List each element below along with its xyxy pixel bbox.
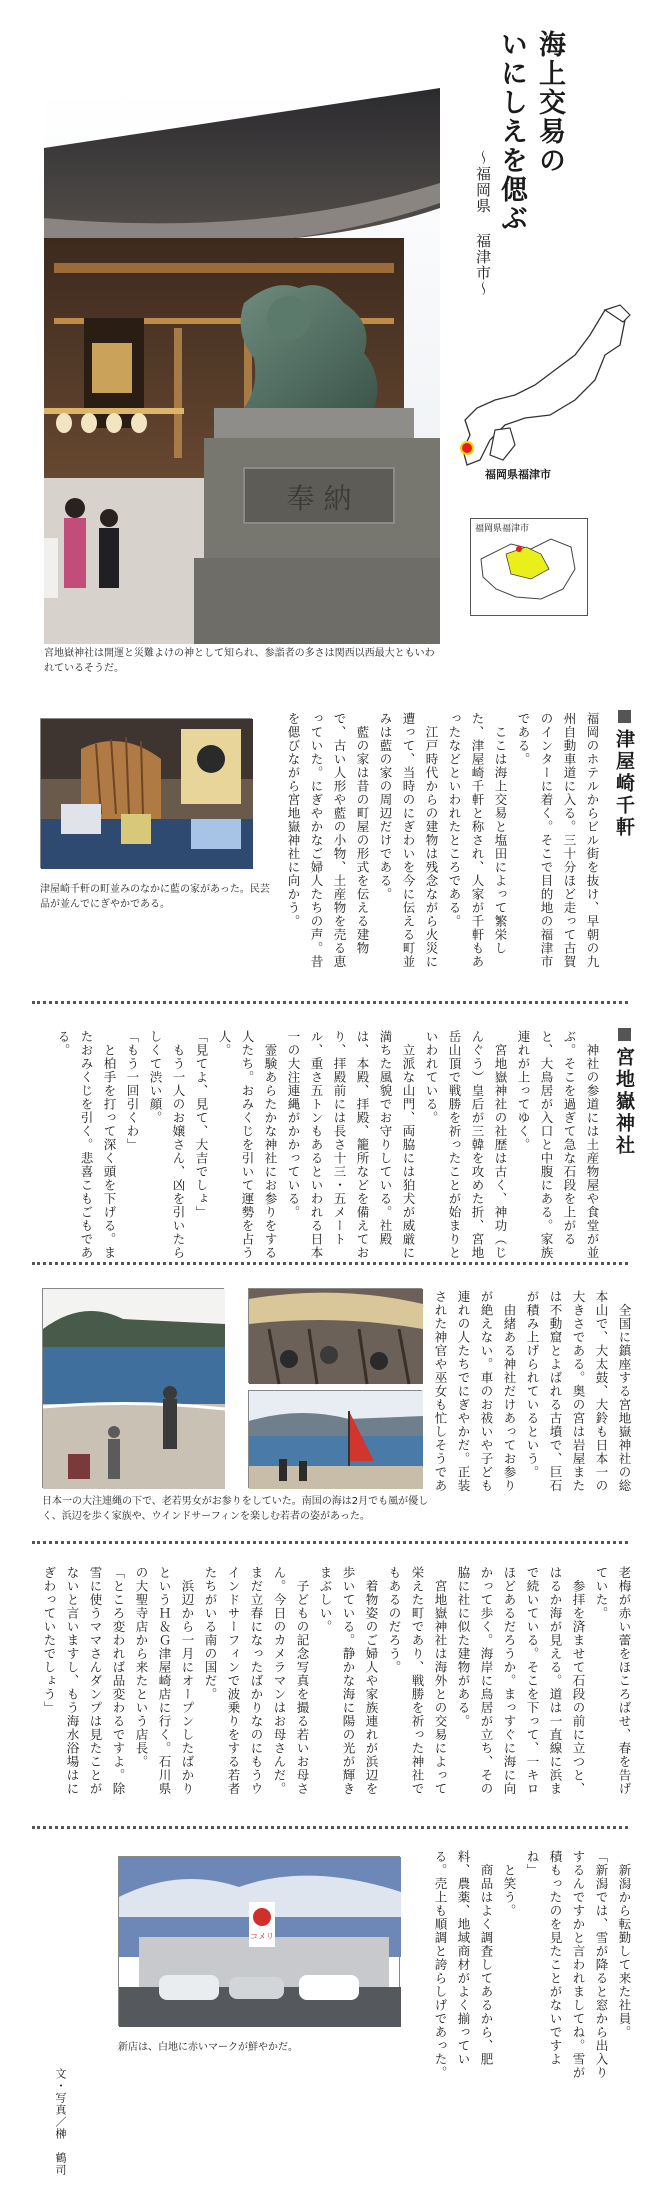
title-line-2: いにしえを偲ぶ xyxy=(496,30,527,233)
fukuoka-inset-map xyxy=(470,518,588,616)
section-text-tsuyazaki: 福岡のホテルからビル街を抜け、早朝の九州自動車道に入る。三十分ほど走って古賀のインターに着く。そこで目的地の福津市である。 ここは海上交易と塩田によって繁栄した、津屋崎千軒と称され、人家が千軒もあったなどといわれたところである。 江戸時代からの建物は残念ながら火災に遭って、当時のにぎわいを今に伝える町並みは藍の家の周辺だけである。 藍の家は昔の町屋の形式を伝える建物で、古い人形や藍の小物、土産物を売る恵っていた。にぎやかなご婦人たちの声。昔を偲びながら宮地嶽神社に向かう。 xyxy=(286,712,600,969)
section-divider xyxy=(32,1001,628,1004)
section-text-miyajidake-2: 全国に鎮座する宮地嶽神社の総本山で、大太鼓、大鈴も日本一の大きさである。奥の宮は岩屋または不動窟とよばれる古墳で、巨石が積み上げられているという。 由緒ある神社だけあってお参りが絶えない。車のお祓いや子ども連れの人たちでにぎやかだ。正装された神官や巫女も忙しそうであ xyxy=(433,1290,632,1493)
shrine-rope-photo xyxy=(248,1288,422,1383)
beach-photo-caption: 日本一の大注連縄の下で、老若男女がお参りをしていた。南国の海は2月でも風が優しく、浜辺を歩く家族や、ウインドサーフィンを楽しむ若者の姿があった。 xyxy=(42,1496,429,1522)
section-divider xyxy=(32,1262,628,1265)
japan-map-icon xyxy=(455,300,635,480)
kyushu-map xyxy=(455,300,635,480)
inset-map-label: 福岡県福津市 xyxy=(475,524,530,534)
section-text-sea: 老梅が赤い蕾をほころばせ、春を告げていた。 参拝を済ませて石段の前に立つと、はるか海が見える。道は一直線に浜まで続いている。そこを下って、一キロほどあるだろうか。まっすぐに海に向かって歩く。海岸に鳥居が立ち、その脇に社に似た建物がある。 宮地嶽神社は海外との交易によって栄えた町であり、戦勝を祈った神社でもあるのだろう。 着物姿のご婦人や家族連れが浜辺を歩いている。静かな海に陽の光が輝きまぶしい。 子どもの記念写真を撮る若いお母さん。今日のカメラマンはお母さんだ。まだ立春になったばかりなのにもうウインドサーフィンで波乗りをする若者たちがいる南の国だ。 浜辺から一月にオープンしたばかりというＨ＆Ｇ津屋崎店に行く。石川県の大聖寺店から来たという店長。 「ところ変われば品変わるですよ。除雪に使うママさんダンプは見たことがないと言いますし、もう海水浴場はにぎわっていたでしょう」 xyxy=(42,1566,632,1796)
shrine-illustration xyxy=(44,88,440,644)
section-heading-miyajidake: 宮地嶽神社 xyxy=(612,1028,636,1178)
tsuyazaki-photo xyxy=(40,718,252,868)
svg-text:奉 納: 奉 納 xyxy=(286,482,352,515)
section-divider xyxy=(32,1826,628,1829)
store-photo-caption: 新店は、白地に赤いマークが鮮やかだ。 xyxy=(118,2042,298,2053)
map-label: 福岡県福津市 xyxy=(485,468,551,481)
windsurf-photo xyxy=(248,1390,422,1488)
title-line-1: 海上交易の xyxy=(534,30,565,175)
section-divider xyxy=(32,1541,628,1544)
section-heading-tsuyazaki: 津屋崎千軒 xyxy=(612,710,636,860)
heading-bullet-icon xyxy=(618,1028,631,1041)
heading-bullet-icon xyxy=(618,710,631,723)
location-marker xyxy=(461,442,473,454)
beach-photo xyxy=(42,1288,224,1488)
shrine-photo xyxy=(44,88,440,644)
article-credit: 文・写真／榊 鶴司 xyxy=(54,2068,67,2176)
page-subtitle: 〜福岡県 福津市〜 xyxy=(474,150,492,297)
section-text-miyajidake: 神社の参道には土産物屋や食堂が並ぶ。そこを過ぎて急な石段を上がると、大鳥居が入口と中腹にある。家族連れが上ってゆく。 宮地嶽神社の社歴は古く、神功（じんぐう）皇后が三韓を攻めた折、宮地岳山頂で戦勝を祈ったことが始まりといわれている。 立派な山門、両脇には狛犬が威厳に満ちた風貌でお守りしている。社殿は、本殿、拝殿、籠所などを備えており、拝殿前には長さ十三・五メートル、重さ五トンもあるといわれる日本一の大注連縄がかかっている。 霊験あらたかな神社にお参りをする人たち。おみくじを引いて運勢を占う人。 「見てよ、見て、大吉でしょ」 もう一人のお嬢さん、凶を引いたらしくて渋い顔。 「もう一回引くわ」 と柏手を打って深く頭を下げる。またおみくじを引く。悲喜こもごもである。 xyxy=(56,1030,600,1260)
page-title xyxy=(492,30,568,290)
store-sign-text: コメリ xyxy=(250,1932,274,1941)
section-text-store: 新潟から転勤して来た社員。 「新潟では、雪が降ると窓から出入りするんですかと言われましてね。雪が積もったのを見たことがないですよね」 と笑う。 商品はよく調査してあるから、肥料、農薬、地域商材がよく揃っている。売上も順調と誇らしげであった。 xyxy=(433,1850,632,2080)
shrine-photo-caption: 宮地嶽神社は開運と災難よけの神として知られ、参詣者の多さは関西以西最大ともいわれているそうだ。 xyxy=(44,648,435,674)
tsuyazaki-photo-caption: 津屋崎千軒の町並みのなかに藍の家があった。民芸品が並んでにぎやかである。 xyxy=(40,884,270,910)
store-photo xyxy=(118,1856,400,2026)
